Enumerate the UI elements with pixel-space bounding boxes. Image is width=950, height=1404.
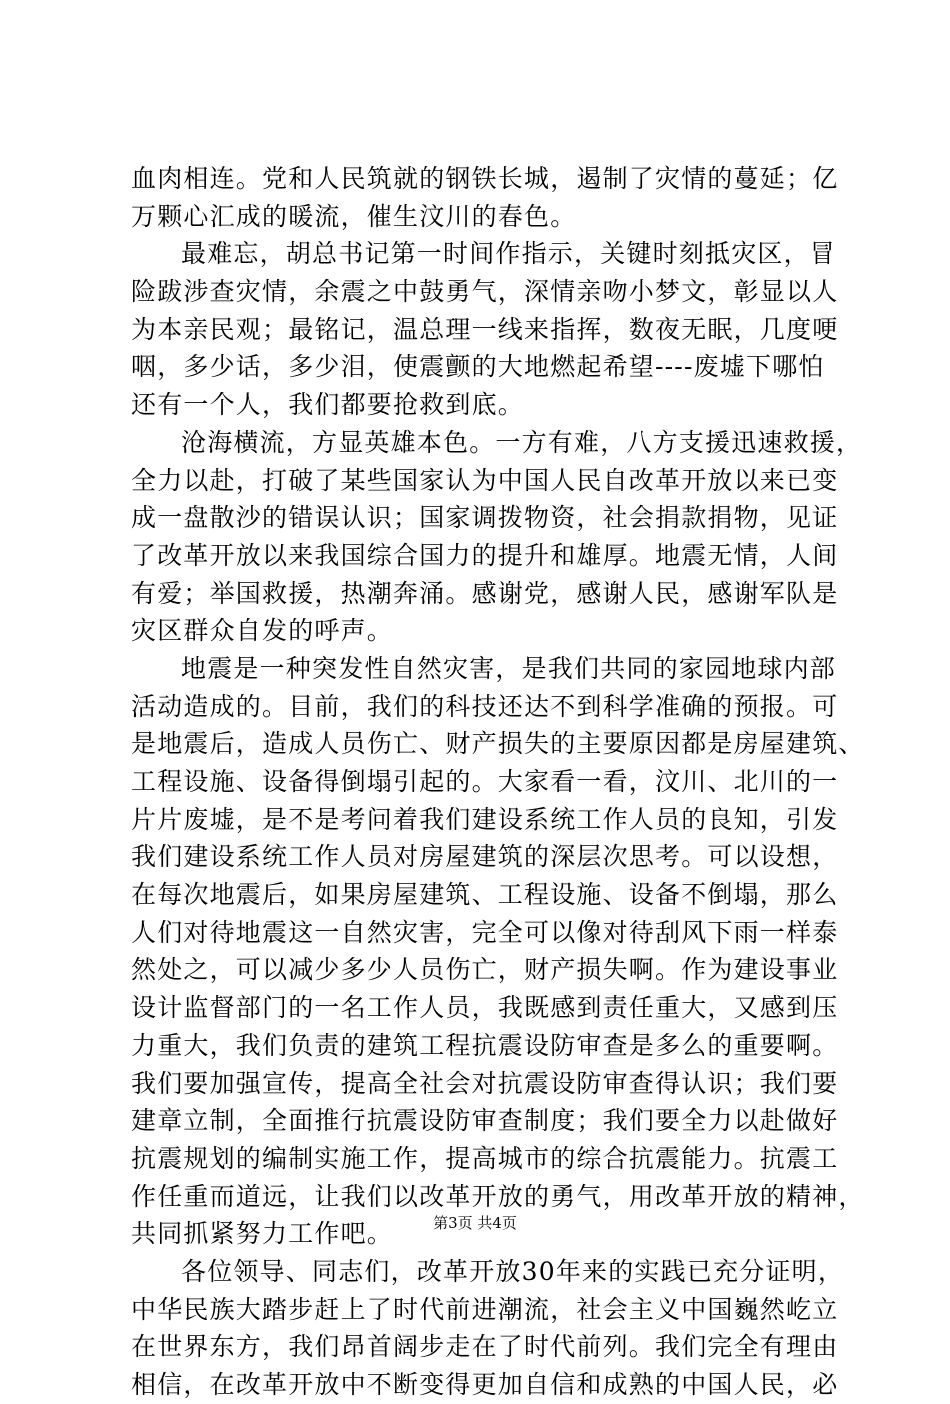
text-line: 共同抓紧努力工作吧。: [131, 1219, 394, 1249]
text-line: 中华民族大踏步赶上了时代前进潮流，社会主义中国巍然屹立: [131, 1294, 839, 1324]
paragraph-first-line: 地震是一种突发性自然灾害，是我们共同的家园地球内部: [181, 653, 837, 683]
text-line: 是地震后，造成人员伤亡、财产损失的主要原因都是房屋建筑、: [131, 729, 865, 759]
text-line: 建章立制，全面推行抗震设防审查制度；我们要全力以赴做好: [131, 1106, 839, 1136]
text-line: 了改革开放以来我国综合国力的提升和雄厚。地震无情，人间: [131, 540, 839, 570]
text-line: 为本亲民观；最铭记，温总理一线来指挥，数夜无眠，几度哽: [131, 314, 839, 344]
text-line: 还有一个人，我们都要抢救到底。: [131, 390, 525, 420]
text-line: 我们建设系统工作人员对房屋建筑的深层次思考。可以设想，: [131, 842, 839, 872]
paragraph-first-line: 各位领导、同志们，改革开放30年来的实践已充分证明，: [181, 1256, 845, 1286]
text-line: 相信，在改革开放中不断变得更加自信和成熟的中国人民，必: [131, 1370, 839, 1399]
text-line: 全力以赴，打破了某些国家认为中国人民自改革开放以来已变: [131, 465, 839, 495]
text-line: 工程设施、设备得倒塌引起的。大家看一看，汶川、北川的一: [131, 767, 839, 796]
text-line: 险跋涉查灾情，余震之中鼓勇气，深情亲吻小梦文，彰显以人: [131, 277, 839, 307]
text-line: 力重大，我们负责的建筑工程抗震设防审查是多么的重要啊。: [131, 1030, 839, 1060]
text-line: 万颗心汇成的暖流，催生汶川的春色。: [131, 201, 577, 231]
text-line: 设计监督部门的一名工作人员，我既感到责任重大，又感到压: [131, 993, 839, 1023]
text-line: 抗震规划的编制实施工作，提高城市的综合抗震能力。抗震工: [131, 1143, 839, 1173]
text-line: 人们对待地震这一自然灾害，完全可以像对待刮风下雨一样泰: [131, 917, 839, 947]
text-line: 在每次地震后，如果房屋建筑、工程设施、设备不倒塌，那么: [131, 880, 839, 910]
text-line: 片片废墟，是不是考问着我们建设系统工作人员的良知，引发: [131, 804, 839, 834]
text-line: 血肉相连。党和人民筑就的钢铁长城，遏制了灾情的蔓延；亿: [131, 164, 839, 193]
paragraph-first-line: 沧海横流，方显英雄本色。一方有难，八方支援迅速救援，: [181, 427, 863, 457]
text-line: 我们要加强宣传，提高全社会对抗震设防审查得认识；我们要: [131, 1068, 839, 1098]
text-line: 作任重而道远，让我们以改革开放的勇气，用改革开放的精神，: [131, 1181, 865, 1211]
text-line: 在世界东方，我们昂首阔步走在了时代前列。我们完全有理由: [131, 1332, 839, 1362]
text-line: 灾区群众自发的呼声。: [131, 616, 394, 646]
text-line: 有爱；举国救援，热潮奔涌。感谢党，感谢人民，感谢军队是: [131, 578, 839, 608]
text-line: 然处之，可以减少多少人员伤亡，财产损失啊。作为建设事业: [131, 955, 839, 985]
text-line: 活动造成的。目前，我们的科技还达不到科学准确的预报。可: [131, 691, 839, 721]
text-line: 咽，多少话，多少泪，使震颤的大地燃起希望----废墟下哪怕: [131, 352, 825, 382]
paragraph-first-line: 最难忘，胡总书记第一时间作指示，关键时刻抵灾区，冒: [181, 239, 837, 269]
page-number-label: 第3页 共4页: [433, 1214, 517, 1232]
text-line: 成一盘散沙的错误认识；国家调拨物资，社会捐款捐物，见证: [131, 503, 839, 533]
page-footer: [0, 1213, 950, 1233]
